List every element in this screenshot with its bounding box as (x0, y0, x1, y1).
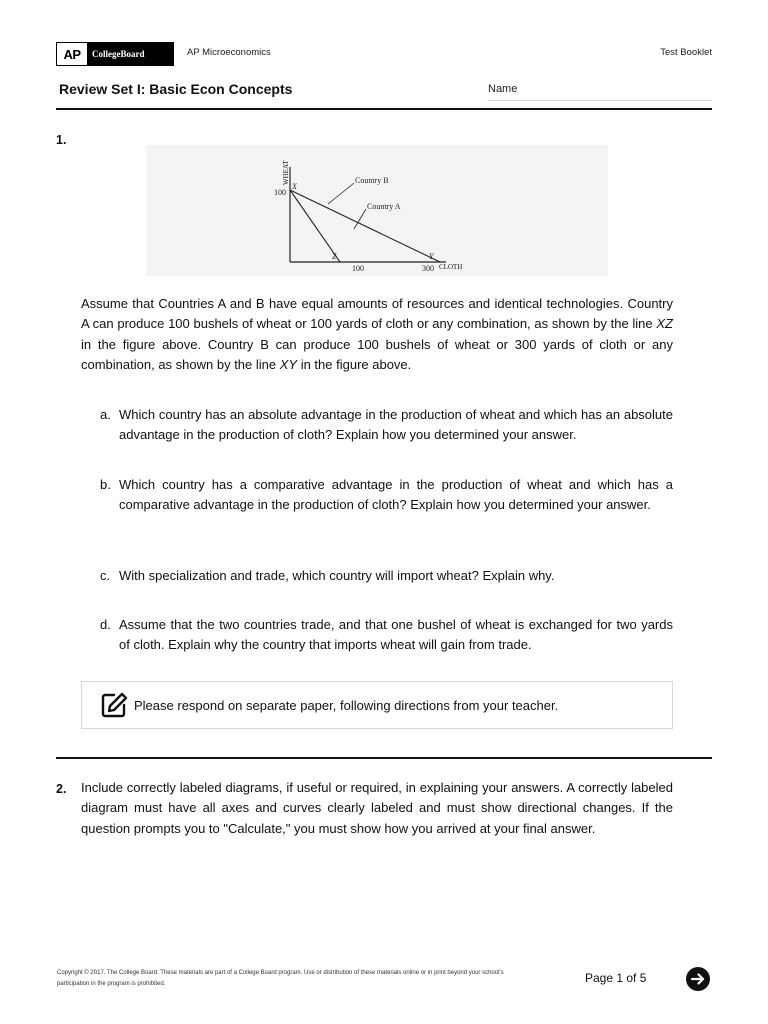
point-z-label: Z (332, 252, 337, 261)
question-1-number: 1. (56, 133, 67, 147)
part-label: a. (100, 407, 111, 422)
part-text: Which country has an absolute advantage in the production of wheat and which has an absolute advantage in the production of cloth? Explain how you determined your answer. (119, 407, 673, 443)
question-2-number: 2. (56, 782, 67, 796)
question-1-part-a (100, 405, 673, 446)
country-a-label: Country A (367, 202, 401, 211)
country-b-label: Country B (355, 176, 389, 185)
title-divider (56, 108, 712, 110)
logo-collegeboard-text: CollegeBoard (92, 49, 145, 59)
response-note-text: Please respond on separate paper, following directions from your teacher. (134, 697, 559, 713)
y-tick-100: 100 (274, 188, 286, 197)
response-note (81, 681, 673, 729)
country-b-pointer (328, 183, 354, 204)
part-label: c. (100, 568, 111, 583)
intro-text-2: in the figure above. Country B can produce 100 bushels of wheat or 300 yards of cloth or any combination, as shown by the line (81, 336, 673, 372)
page-number: Page 1 of 5 (585, 971, 647, 985)
country-b-line (290, 190, 440, 262)
y-axis-label: WHEAT (282, 160, 290, 185)
name-field-line[interactable] (488, 100, 712, 101)
arrow-right-icon (690, 971, 706, 987)
question-2-text: Include correctly labeled diagrams, if useful or required, in explaining your answers. A correctly labeled diagram must have all axes and curves clearly labeled and must show directional changes. If the question prompts you to "Calculate," you must show how you arrived at your final answer. (81, 780, 673, 836)
part-label: b. (100, 477, 111, 492)
name-field-label: Name (488, 83, 518, 95)
ap-collegeboard-logo (56, 42, 174, 66)
x-axis-label: CLOTH (439, 263, 463, 271)
course-name: AP Microeconomics (187, 47, 271, 58)
point-x-label: X (292, 182, 297, 191)
intro-line-xy: XY (279, 356, 298, 372)
question-1-intro (81, 294, 673, 375)
intro-text-1: Assume that Countries A and B have equal amounts of resources and identical technologies. Country A can produce 100 bushels of wheat or 100 yards of cloth or any combination, as shown by the line (81, 296, 673, 332)
intro-line-xz: XZ (656, 316, 673, 332)
question-1-part-d (100, 615, 673, 656)
page-header (56, 42, 712, 64)
part-text: Which country has a comparative advantage in the production of wheat and which has a comparative advantage in the production of cloth? Explain how you determined your answer. (119, 477, 673, 513)
next-page-button[interactable] (686, 967, 710, 991)
page-title: Review Set I: Basic Econ Concepts (59, 81, 293, 97)
ppf-chart (146, 145, 608, 276)
part-text: With specialization and trade, which country will import wheat? Explain why. (119, 568, 555, 583)
copyright-notice: Copyright © 2017. The College Board. These materials are part of a College Board program. Use or distribution of these materials online or in print beyond your school's participation in the program is prohibited. (57, 970, 504, 987)
point-y-label: Y (429, 252, 434, 261)
edit-icon (100, 691, 128, 719)
logo-ap-text: AP (57, 43, 87, 65)
question-divider (56, 757, 712, 759)
intro-text-3: in the figure above. (297, 356, 412, 372)
part-text: Assume that the two countries trade, and that one bushel of wheat is exchanged for two yards of cloth. Explain why the country that imports wheat will gain from trade. (119, 617, 673, 653)
x-tick-300: 300 (422, 264, 434, 273)
x-tick-100: 100 (352, 264, 364, 273)
question-1-part-b (100, 475, 673, 516)
ppf-figure (146, 145, 608, 276)
part-label: d. (100, 617, 111, 632)
question-1-part-c (100, 566, 673, 586)
booklet-label: Test Booklet (660, 47, 712, 58)
